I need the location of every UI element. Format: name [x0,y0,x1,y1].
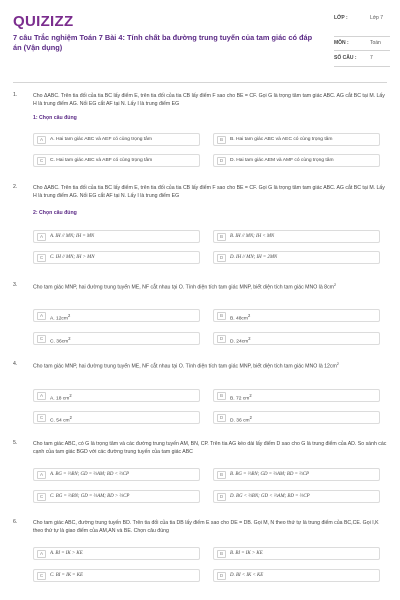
option-d[interactable] [213,154,380,167]
option-text: C. BI = IK = KE [50,573,83,578]
option-text: A. $12cm^2$ [50,313,71,321]
question-type: 2: Chọn câu đúng [33,210,77,216]
option-text: A. BG = ⅔BN; GD = ⅔AM; BD < ⅔CP [50,472,130,477]
option-b[interactable] [213,133,380,146]
option-text: D. BG < ⅔BN; GD < ⅔AM; BD = ⅔CP [230,494,310,499]
option-a[interactable] [33,468,200,481]
question-number: 5. [13,440,18,446]
option-text: D. Hai tam giác AEM và AMF có cùng trọng tâm [230,158,334,163]
option-a[interactable] [33,389,200,402]
question-number: 1. [13,92,18,98]
option-letter: C [37,572,46,580]
option-a[interactable] [33,547,200,560]
question-text: Cho tam giác ABC, đường trung tuyến BD. Trên tia đối của tia DB lấy điểm E sao cho DE = DB. Gọi M, N theo thứ tự là trung điểm của BC,CE. Gọi I,K theo thứ tự là giao điểm của AM,AN và BE. Chọn câu đúng [33,520,379,535]
option-d[interactable] [213,569,380,582]
option-a[interactable] [33,230,200,243]
option-text: C. Hai tam giác ABC và ABF có cùng trọng tâm [50,158,153,163]
option-letter: A [37,392,46,400]
option-text: B. 72 $cm^2$ [230,393,252,401]
meta-divider [334,50,390,51]
option-letter: D [217,254,226,262]
question-number: 2. [13,184,18,190]
option-letter: A [37,312,46,320]
option-letter: B [217,233,226,241]
count-value: 7 [370,55,373,61]
option-text: A. 18 $cm^2$ [50,393,72,401]
option-letter: B [217,312,226,320]
option-text: B. BI = IK > KE [230,551,263,556]
question-5 [13,440,387,510]
option-c[interactable] [33,490,200,503]
question-6 [13,519,387,595]
option-b[interactable] [213,389,380,402]
option-c[interactable] [33,251,200,264]
option-letter: C [37,493,46,501]
option-letter: B [217,136,226,144]
question-2 [13,184,387,266]
option-b[interactable] [213,547,380,560]
option-letter: D [217,572,226,580]
option-letter: D [217,414,226,422]
subject-value: Toán [370,40,381,46]
option-c[interactable] [33,569,200,582]
class-value: Lớp 7 [370,15,384,21]
option-text: B. Hai tam giác ABC và AEC có cùng trọng tâm [230,137,333,142]
subject-label: MÔN : [334,40,349,46]
option-text: B. $48cm^2$ [230,313,251,321]
meta-divider [334,66,390,67]
option-letter: A [37,471,46,479]
option-text: D. IH // MN; IH = 2MN [230,255,278,260]
option-d[interactable] [213,251,380,264]
option-letter: C [37,254,46,262]
option-text: C. BG = ⅔BN; GD = ⅔AM; BD > ⅔CP [50,494,130,499]
question-text: Cho tam giác MNP, hai đường trung tuyến ME, NF cắt nhau tại O. Tính diện tích tam giác MNP, biết diện tích tam giác MNO là $12cm^2$ [33,362,339,370]
question-type: 1: Chọn câu đúng [33,115,77,121]
option-text: A. IH // MN; IH = MN [50,234,95,239]
class-label: LỚP : [334,15,348,21]
option-text: A. Hai tam giác ABC và AEF có cùng trọng tâm [50,137,152,142]
option-d[interactable] [213,411,380,424]
option-letter: D [217,493,226,501]
option-text: A. BI = IK > KE [50,551,83,556]
option-letter: B [217,392,226,400]
option-letter: C [37,157,46,165]
question-number: 3. [13,282,18,288]
question-number: 4. [13,361,18,367]
option-text: B. BG = ⅔BN; GD = ⅔AM; BD = ⅔CP [230,472,310,477]
meta-divider [334,36,390,37]
option-a[interactable] [33,133,200,146]
option-letter: D [217,335,226,343]
option-letter: A [37,136,46,144]
option-letter: B [217,550,226,558]
question-4 [13,361,387,429]
option-b[interactable] [213,468,380,481]
option-d[interactable] [213,490,380,503]
question-text: Cho ΔABC. Trên tia đối của tia BC lấy điểm E, trên tia đối của tia CB lấy điểm F sao cho BE = CF. Gọi G là trọng tâm tam giác ABC. AG cắt BC tại M. Lấy H là trung điểm AG. Nối EG cắt AF tại N. Lấy I là trung điểm EG [33,93,385,108]
worksheet-title: 7 câu Trắc nghiệm Toán 7 Bài 4: Tính chất ba đường trung tuyến của tam giác có đáp án (Vận dụng) [13,33,313,52]
option-letter: C [37,335,46,343]
option-letter: B [217,471,226,479]
option-text: D. 36 $cm^2$ [230,415,252,423]
option-text: C. IH // MN; IH > MN [50,255,95,260]
header-divider [13,82,387,83]
option-text: D. BI < IK < KE [230,573,264,578]
question-text: Cho tam giác ABC, có G là trọng tâm và các đường trung tuyến AM, BN, CP. Trên tia AG kéo dài lấy điểm D sao cho G là trung điểm của AD. So sánh các cạnh của tam giác BGD với các đường trung tuyến của tam giác ABC [33,441,387,456]
option-c[interactable] [33,154,200,167]
option-c[interactable] [33,332,200,345]
count-label: SỐ CÂU : [334,55,357,61]
option-b[interactable] [213,230,380,243]
option-letter: D [217,157,226,165]
question-1 [13,92,387,172]
question-text: Cho ΔABC. Trên tia đối của tia BC lấy điểm E, trên tia đối của tia CB lấy điểm F sao cho BE = CF. Gọi G là trọng tâm tam giác ABC. AG cắt BC tại M. Lấy H là trung điểm AG. Nối EG cắt AF tại N. Lấy I là trung điểm EG [33,185,385,200]
option-letter: A [37,550,46,558]
option-d[interactable] [213,332,380,345]
option-text: D. $24cm^2$ [230,336,251,344]
option-letter: A [37,233,46,241]
option-text: B. IH // MN; IH < MN [230,234,275,239]
question-number: 6. [13,519,18,525]
question-3 [13,282,387,350]
option-text: C. 54 $cm^2$ [50,415,72,423]
option-c[interactable] [33,411,200,424]
option-a[interactable] [33,309,200,322]
option-b[interactable] [213,309,380,322]
option-text: C. $36cm^2$ [50,336,71,344]
option-letter: C [37,414,46,422]
quizizz-logo: QUIZIZZ [13,13,74,30]
question-text: Cho tam giác MNP, hai đường trung tuyến ME, NF cắt nhau tại O. Tính diện tích tam giác MNP, biết diện tích tam giác MNO là $8cm^2$ [33,283,337,291]
